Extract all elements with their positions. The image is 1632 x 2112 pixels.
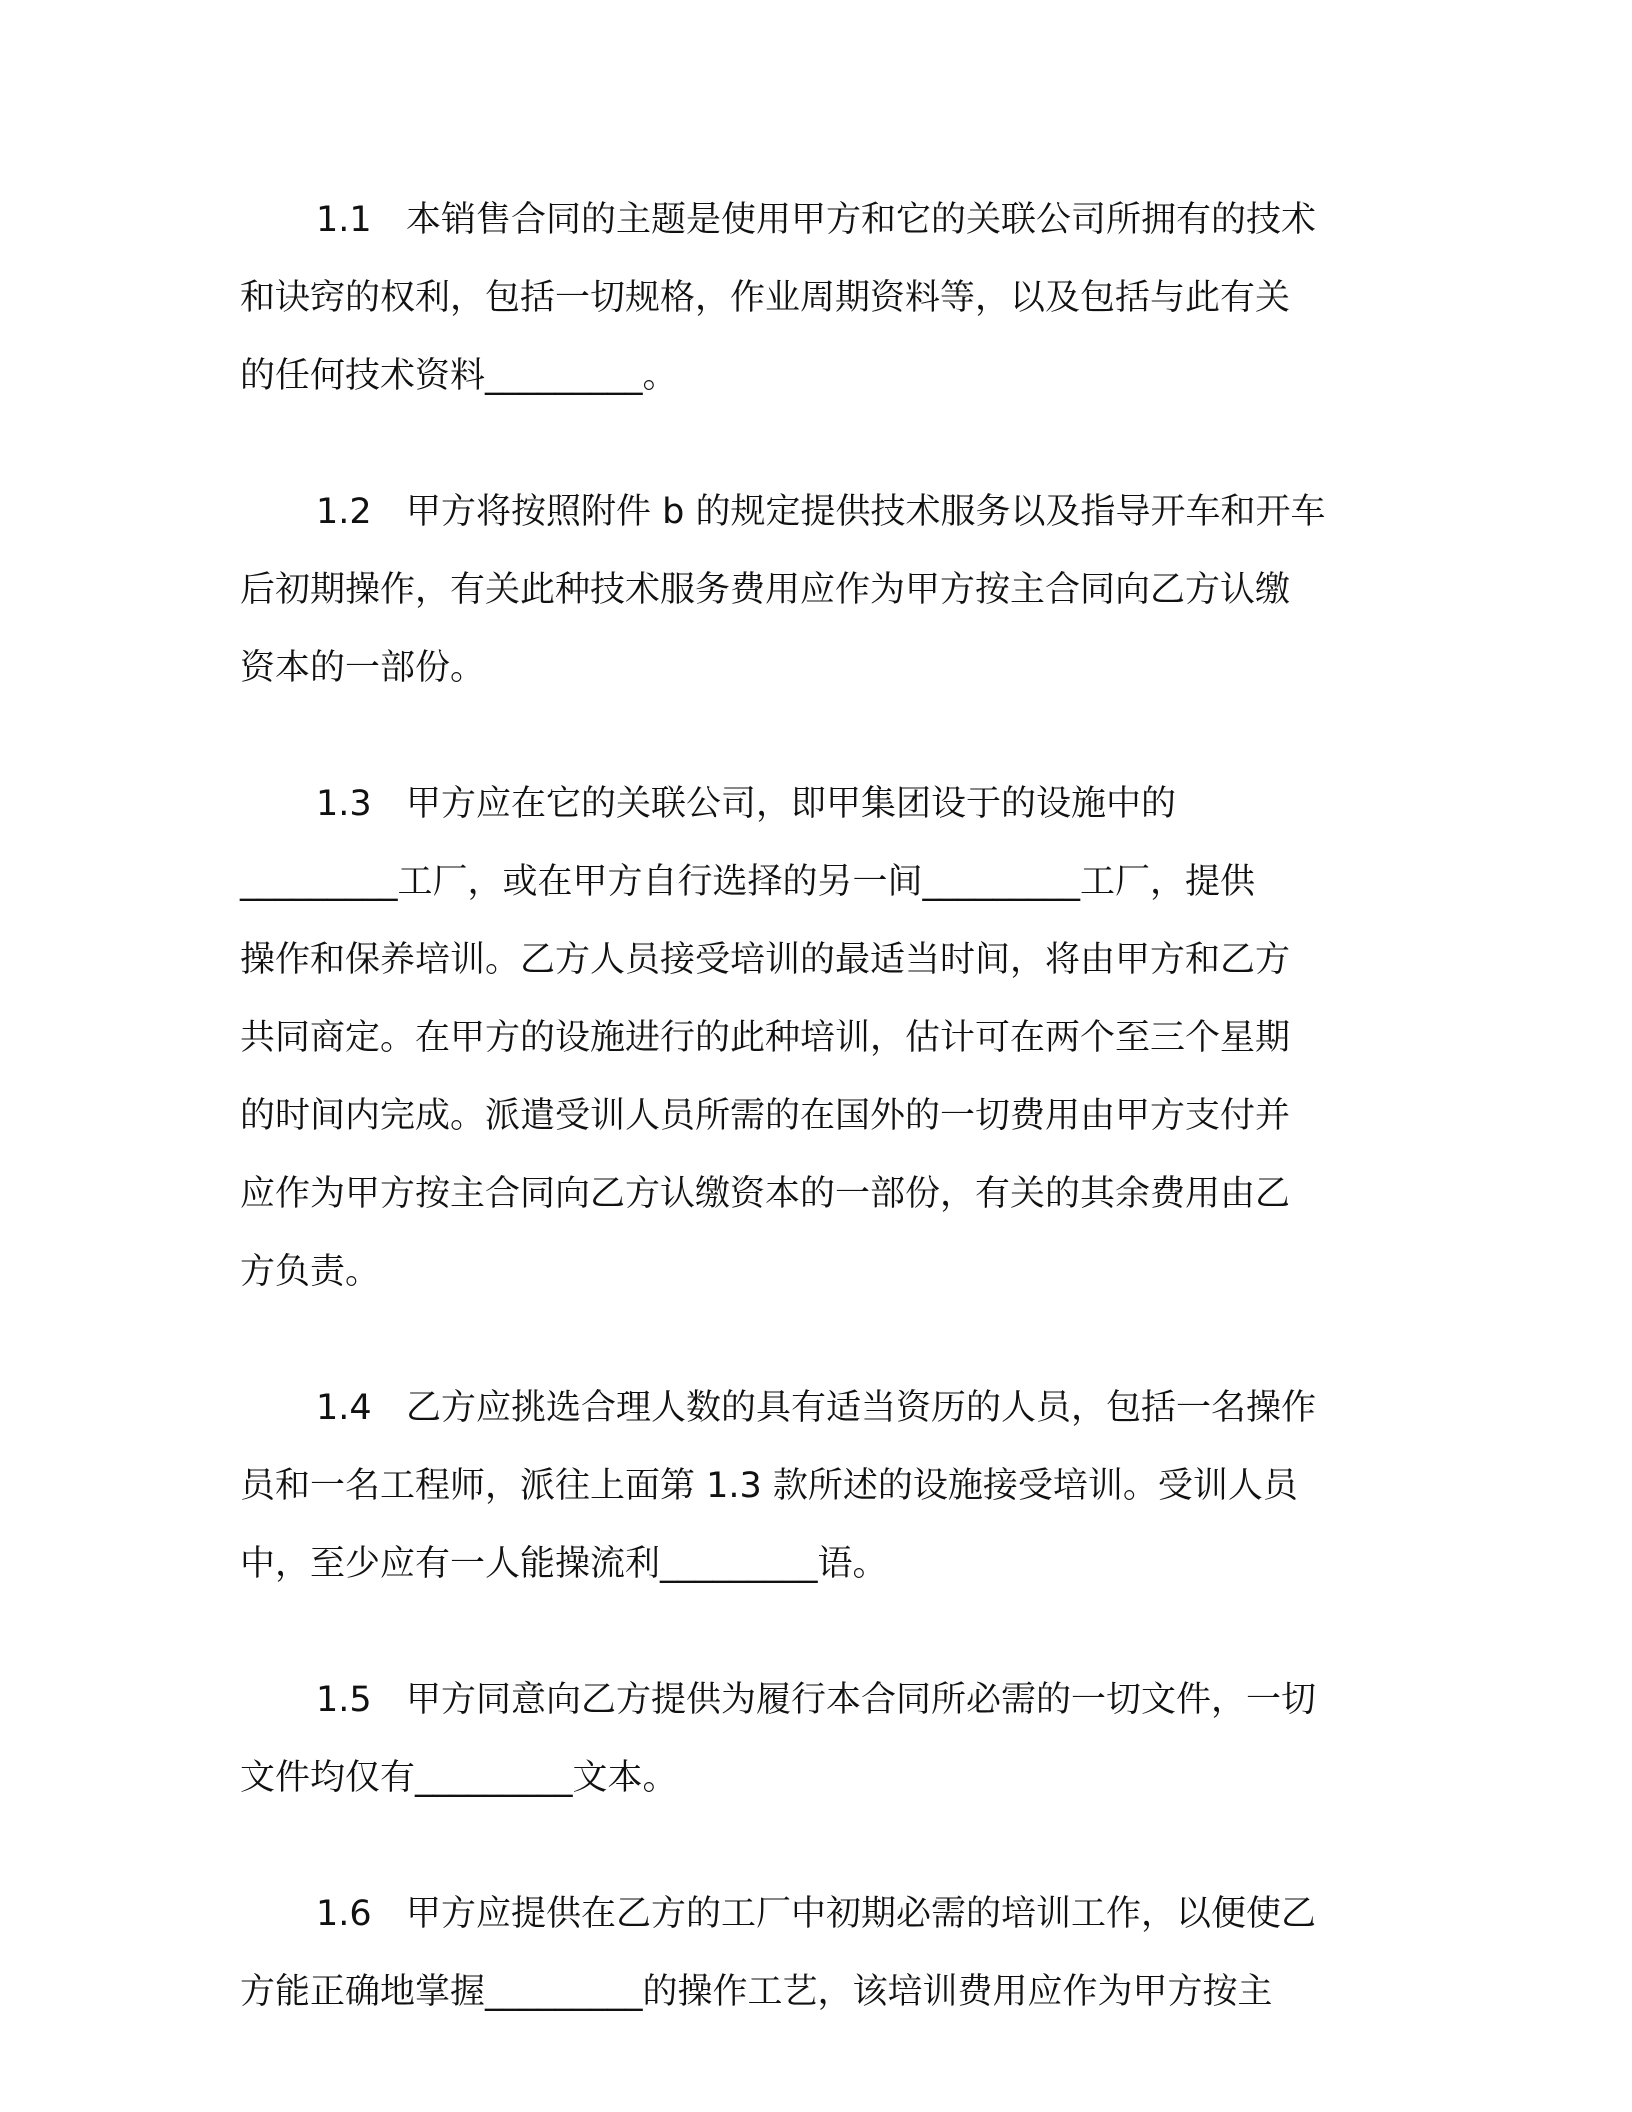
clause-number: 1.1 bbox=[316, 200, 372, 240]
clause-text-line: 本销售合同的主题是使用甲方和它的关联公司所拥有的技术 bbox=[406, 200, 1317, 240]
clause-text-line: 甲方应提供在乙方的工厂中初期必需的培训工作，以便使乙 bbox=[406, 1894, 1317, 1934]
clause-text-line: 方负责。 bbox=[240, 1252, 381, 1292]
clause-number: 1.6 bbox=[316, 1894, 372, 1934]
clause-text-line: 的任何技术资料_________。 bbox=[240, 356, 678, 396]
clause-1-2 bbox=[240, 482, 1380, 716]
clause-text-line: 中，至少应有一人能操流利_________语。 bbox=[240, 1544, 888, 1584]
clause-text-line: _________工厂，或在甲方自行选择的另一间_________工厂，提供 bbox=[240, 862, 1256, 902]
clause-text-line: 共同商定。在甲方的设施进行的此种培训，估计可在两个至三个星期 bbox=[240, 1018, 1291, 1058]
clause-number: 1.5 bbox=[316, 1680, 372, 1720]
clause-number: 1.2 bbox=[316, 492, 372, 532]
clause-1-1 bbox=[240, 190, 1380, 424]
clause-number: 1.4 bbox=[316, 1388, 372, 1428]
clause-1-4 bbox=[240, 1378, 1380, 1612]
clause-text-line: 方能正确地掌握_________的操作工艺，该培训费用应作为甲方按主 bbox=[240, 1972, 1273, 2012]
clause-text-line: 甲方应在它的关联公司，即甲集团设于的设施中的 bbox=[406, 784, 1177, 824]
clause-1-5 bbox=[240, 1670, 1380, 1826]
clause-text-line: 的时间内完成。派遣受训人员所需的在国外的一切费用由甲方支付并 bbox=[240, 1096, 1291, 1136]
clause-text-line: 甲方同意向乙方提供为履行本合同所必需的一切文件，一切 bbox=[406, 1680, 1317, 1720]
clause-number: 1.3 bbox=[316, 784, 372, 824]
clause-text-line: 后初期操作，有关此种技术服务费用应作为甲方按主合同向乙方认缴 bbox=[240, 570, 1291, 610]
clause-text-line: 资本的一部份。 bbox=[240, 648, 486, 688]
clause-text-line: 乙方应挑选合理人数的具有适当资历的人员，包括一名操作 bbox=[406, 1388, 1317, 1428]
clause-text-line: 甲方将按照附件 b 的规定提供技术服务以及指导开车和开车 bbox=[406, 492, 1326, 532]
clause-1-3 bbox=[240, 774, 1380, 1320]
clause-text-line: 和诀窍的权利，包括一切规格，作业周期资料等，以及包括与此有关 bbox=[240, 278, 1291, 318]
clause-text-line: 操作和保养培训。乙方人员接受培训的最适当时间，将由甲方和乙方 bbox=[240, 940, 1291, 980]
clause-1-6 bbox=[240, 1884, 1380, 2040]
document-body bbox=[240, 190, 1380, 2098]
clause-text-line: 应作为甲方按主合同向乙方认缴资本的一部份，有关的其余费用由乙 bbox=[240, 1174, 1291, 1214]
clause-text-line: 文件均仅有_________文本。 bbox=[240, 1758, 678, 1798]
clause-text-line: 员和一名工程师，派往上面第 1.3 款所述的设施接受培训。受训人员 bbox=[240, 1466, 1298, 1506]
